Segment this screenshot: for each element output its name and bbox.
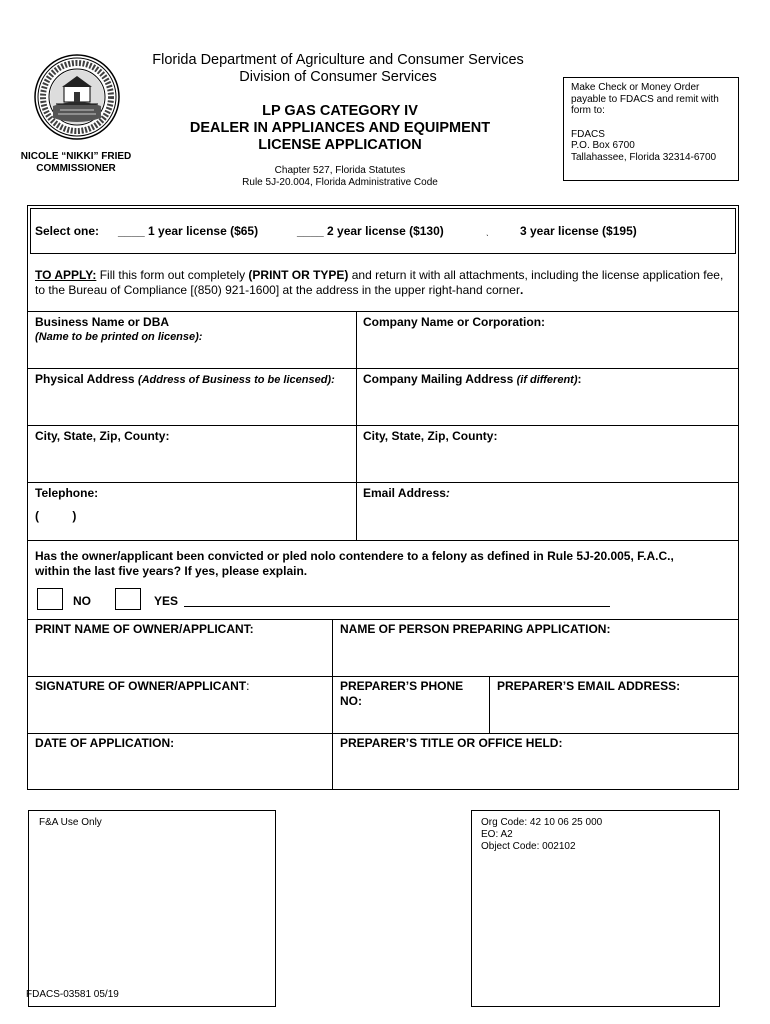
form-title-line1: LP GAS CATEGORY IV [262,103,418,119]
option-2-year-license[interactable]: ____ 2 year license ($130) [297,224,444,238]
remit-line2: payable to FDACS and remit with [571,93,719,105]
felony-question [35,549,735,579]
owner-signature-colon: : [246,679,250,693]
telephone-label: Telephone: [35,486,99,500]
business-name-note: (Name to be printed on license): [35,331,203,343]
division-name: Division of Consumer Services [239,69,437,85]
print-name-field[interactable]: PRINT NAME OF OWNER/APPLICANT: [35,622,254,636]
remit-line3: form to: [571,105,605,116]
yes-explanation-line[interactable] [184,606,610,607]
physical-address-note: (Address of Business to be licensed): [137,374,335,386]
commissioner-block [10,151,142,175]
email-address-field[interactable] [363,486,450,501]
form-title [160,103,520,154]
select-one-label: Select one: [35,224,100,238]
felony-question-line2: within the last five years? If yes, please explain. [35,564,308,578]
mailing-address-field[interactable] [363,372,582,388]
no-checkbox[interactable] [37,588,63,610]
form-title-line2: DEALER IN APPLIANCES AND EQUIPMENT [189,120,491,136]
email-address-colon: : [445,486,450,500]
telephone-area-code: ( ) [35,509,77,523]
owner-signature-field[interactable] [35,679,249,694]
statute-rule: Rule 5J-20.004, Florida Administrative Code [242,177,438,188]
form-title-line3: LICENSE APPLICATION [258,137,422,153]
print-or-type-note: (PRINT OR TYPE) [248,268,349,282]
instructions-text [35,268,725,298]
physical-address-field[interactable] [35,372,335,388]
city-state-zip-right-field[interactable]: City, State, Zip, County: [363,429,498,443]
option-3-year-license[interactable]: 3 year license ($195) [520,224,637,238]
eo-code: EO: A2 [481,829,513,840]
no-label: NO [73,594,91,608]
object-code: Object Code: 002102 [481,841,576,852]
preparer-email-field[interactable]: PREPARER’S EMAIL ADDRESS: [497,679,681,693]
company-name-field[interactable]: Company Name or Corporation: [363,315,546,329]
statute-reference [200,165,480,189]
department-name: Florida Department of Agriculture and Consumer Services [152,52,524,68]
preparer-phone-label: PREPARER’S PHONE [340,679,464,693]
instructions-part2: and return it with all attachments, including the license application fee, to the Bureau of Compliance [(850) 921-1600] at the address in the upper right-hand corner [35,268,724,297]
remit-instructions-box [563,77,739,181]
instructions-period: . [519,283,524,297]
mailing-address-note: (if different) [516,374,578,386]
instructions-part1: Fill this form out completely [96,268,249,282]
date-of-application-field[interactable]: DATE OF APPLICATION: [35,736,175,750]
remit-line1: Make Check or Money Order [571,82,700,93]
remit-address-city: Tallahassee, Florida 32314-6700 [571,151,717,163]
org-code-box [471,810,720,1007]
department-heading [128,52,548,86]
yes-label: YES [154,594,179,608]
telephone-field[interactable] [35,486,98,524]
remit-address-pobox: P.O. Box 6700 [571,140,635,151]
mailing-address-label: Company Mailing Address [363,372,517,386]
commissioner-name: NICOLE “NIKKI” FRIED [20,151,132,162]
commissioner-title: COMMISSIONER [36,163,116,174]
option-3-year-mark: ˎ [486,226,489,236]
form-number: FDACS-03581 05/19 [26,989,119,1000]
felony-question-line1: Has the owner/applicant been convicted or pled nolo contendere to a felony as defined in Rule 5J-20.005, F.A.C., [35,549,674,563]
preparer-name-field[interactable]: NAME OF PERSON PREPARING APPLICATION: [340,622,611,636]
preparer-title-field[interactable]: PREPARER’S TITLE OR OFFICE HELD: [340,736,563,750]
fa-use-only-box [28,810,276,1007]
option-1-year-license[interactable]: ____ 1 year license ($65) [118,224,259,238]
physical-address-label: Physical Address [35,372,138,386]
fa-use-only-label: F&A Use Only [39,817,102,828]
mailing-address-colon: : [577,372,582,386]
preparer-phone-label-2: NO: [340,694,362,708]
fdacs-seal-logo [34,54,120,140]
business-name-label: Business Name or DBA [35,315,170,329]
to-apply-label: TO APPLY: [35,268,97,282]
owner-signature-label: SIGNATURE OF OWNER/APPLICANT [35,679,247,693]
yes-checkbox[interactable] [115,588,141,610]
email-address-label: Email Address [363,486,446,500]
business-name-field[interactable] [35,315,202,345]
city-state-zip-left-field[interactable]: City, State, Zip, County: [35,429,170,443]
org-code: Org Code: 42 10 06 25 000 [481,817,603,828]
remit-address-name: FDACS [571,128,605,140]
statute-chapter: Chapter 527, Florida Statutes [274,165,406,176]
preparer-phone-field[interactable] [340,679,463,709]
